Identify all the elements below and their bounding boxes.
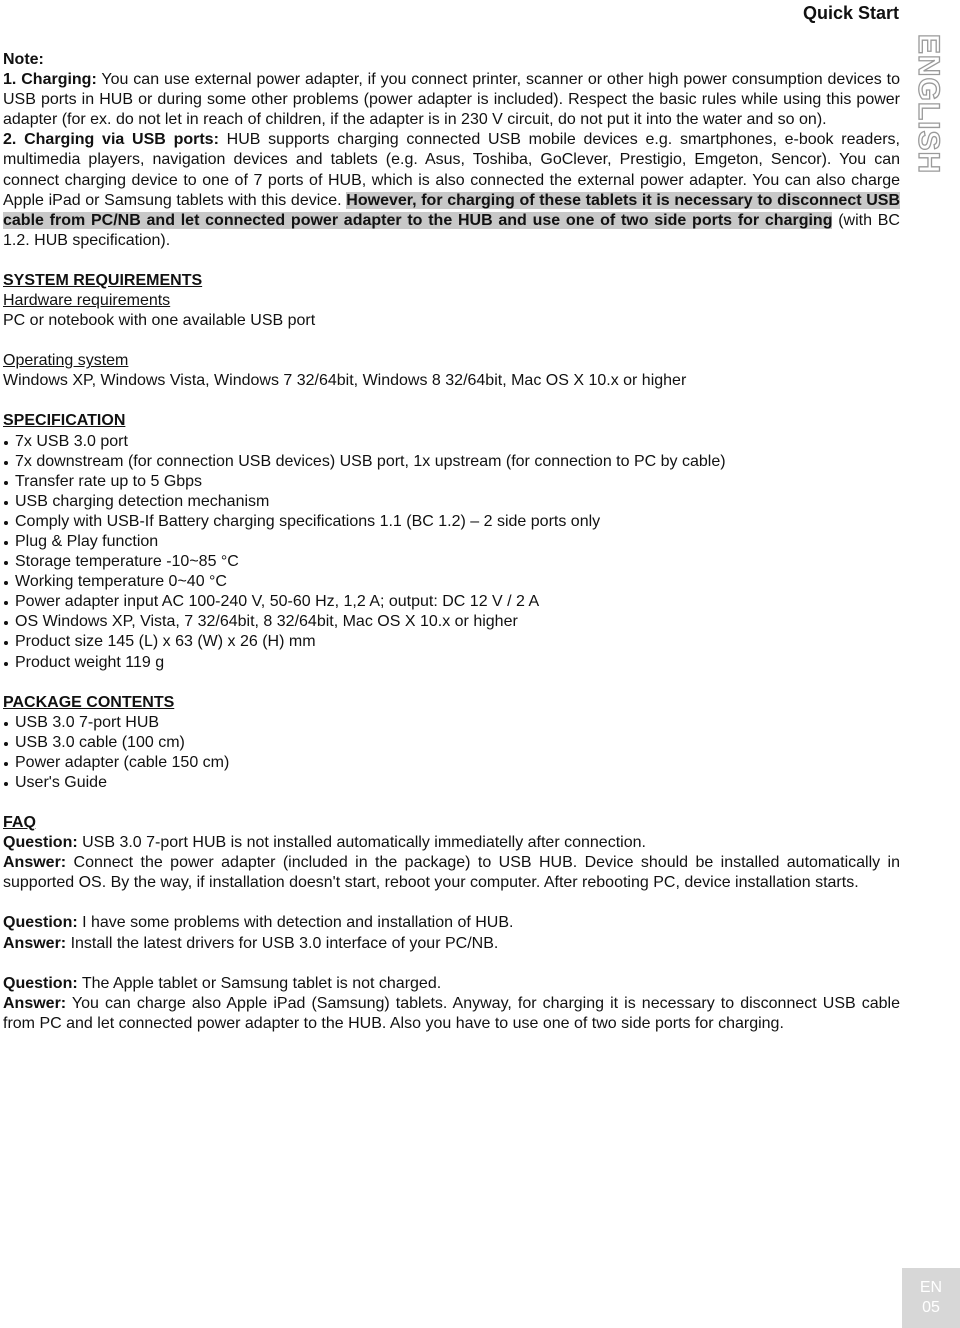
bullet-icon [4,641,8,645]
bullet-icon [4,501,8,505]
list-item: User's Guide [3,773,900,793]
list-item: Plug & Play function [3,532,900,552]
list-item: Comply with USB-If Battery charging specifications 1.1 (BC 1.2) – 2 side ports only [3,512,900,532]
note-highlighted-warning: However, for charging of these tablets it is necessary to disconnect USB cable from PC/NB and let connected power adapter to the HUB and use one of two side ports for charging [3,191,901,229]
faq-heading: FAQ [3,814,36,832]
faq-question: Question: USB 3.0 7-port HUB is not installed automatically immediatelly after connection. [3,834,646,852]
list-item: Product weight 119 g [3,653,900,673]
page-title: Quick Start [802,3,899,23]
bullet-icon [4,762,8,766]
list-item: Product size 145 (L) x 63 (W) x 26 (H) mm [3,632,900,652]
note-usb-charging-text: HUB supports charging connected USB mobile devices e.g. smartphones, e-book readers, multimedia players, navigation devices and tablets (e.g. Asus, Toshiba, GoClever, Prestigio, Emgeton, Sencor). You can connect charging device to one of 7 ports of HUB, which is also connected the external power adapter. You can also charge Apple iPad or Samsung tablets with this device. [3,131,900,209]
hardware-requirements-label: Hardware requirements [3,292,171,310]
faq-question: Question: I have some problems with detection and installation of HUB. [3,914,514,932]
package-contents-list [3,713,900,793]
list-item: Transfer rate up to 5 Gbps [3,472,900,492]
note-usb-charging-paragraph [3,130,900,251]
list-item: 7x downstream (for connection USB devices) USB port, 1x upstream (for connection to PC by cable) [3,452,900,472]
system-requirements-heading: SYSTEM REQUIREMENTS [3,271,203,289]
list-item: USB 3.0 cable (100 cm) [3,733,900,753]
bullet-icon [4,742,8,746]
faq-answer: Answer: You can charge also Apple iPad (Samsung) tablets. Anyway, for charging it is necessary to disconnect USB cable from PC and let connected power adapter to the HUB. Also you have to use one of two side ports for charging. [3,994,900,1032]
bullet-icon [4,581,8,585]
note-usb-charging-tail: (with BC 1.2. HUB specification). [3,211,900,249]
specification-list [3,432,900,673]
page-number-badge [902,1268,960,1328]
note-usb-charging-label: 2. Charging via USB ports: [3,131,219,149]
list-item: Power adapter (cable 150 cm) [3,753,900,773]
bullet-icon [4,481,8,485]
faq-answer: Answer: Install the latest drivers for USB 3.0 interface of your PC/NB. [3,934,499,952]
list-item: USB charging detection mechanism [3,492,900,512]
faq-answer: Answer: Connect the power adapter (included in the package) to USB HUB. Device should be installed automatically in supported OS. By the way, if installation doesn't start, reboot your computer. After rebooting PC, device installation starts. [3,854,900,892]
note-heading: Note: [3,51,44,68]
document-body [3,50,900,1034]
page-language: EN [919,1279,943,1296]
bullet-icon [4,441,8,445]
language-side-label [911,33,946,174]
bullet-icon [4,561,8,565]
language-side-text: ENGLISH [912,33,946,174]
bullet-icon [4,461,8,465]
bullet-icon [4,722,8,726]
page-number: 05 [922,1299,940,1316]
bullet-icon [4,601,8,605]
operating-system-label: Operating system [3,352,129,370]
list-item: Power adapter input AC 100-240 V, 50-60 Hz, 1,2 A; output: DC 12 V / 2 A [3,592,900,612]
bullet-icon [4,521,8,525]
list-item: USB 3.0 7-port HUB [3,713,900,733]
bullet-icon [4,621,8,625]
list-item: 7x USB 3.0 port [3,432,900,452]
package-contents-heading: PACKAGE CONTENTS [3,693,175,711]
bullet-icon [4,782,8,786]
note-charging-paragraph [3,70,900,130]
list-item: Working temperature 0~40 °C [3,572,900,592]
operating-system-text: Windows XP, Windows Vista, Windows 7 32/64bit, Windows 8 32/64bit, Mac OS X 10.x or higher [3,372,687,390]
bullet-icon [4,662,8,666]
list-item: OS Windows XP, Vista, 7 32/64bit, 8 32/64bit, Mac OS X 10.x or higher [3,612,900,632]
specification-heading: SPECIFICATION [3,412,126,430]
list-item: Storage temperature -10~85 °C [3,552,900,572]
note-charging-text: You can use external power adapter, if you connect printer, scanner or other high power consumption devices to USB ports in HUB or during some other problems (power adapter is included). Respect the basic rules while using this power adapter (for ex. do not let in reach of children, if the adapter is in 230 V circuit, do not put it into the water and so on). [3,71,901,129]
faq-question: Question: The Apple tablet or Samsung tablet is not charged. [3,974,442,992]
note-charging-label: 1. Charging: [3,71,97,89]
hardware-requirements-text: PC or notebook with one available USB port [3,312,316,330]
bullet-icon [4,541,8,545]
